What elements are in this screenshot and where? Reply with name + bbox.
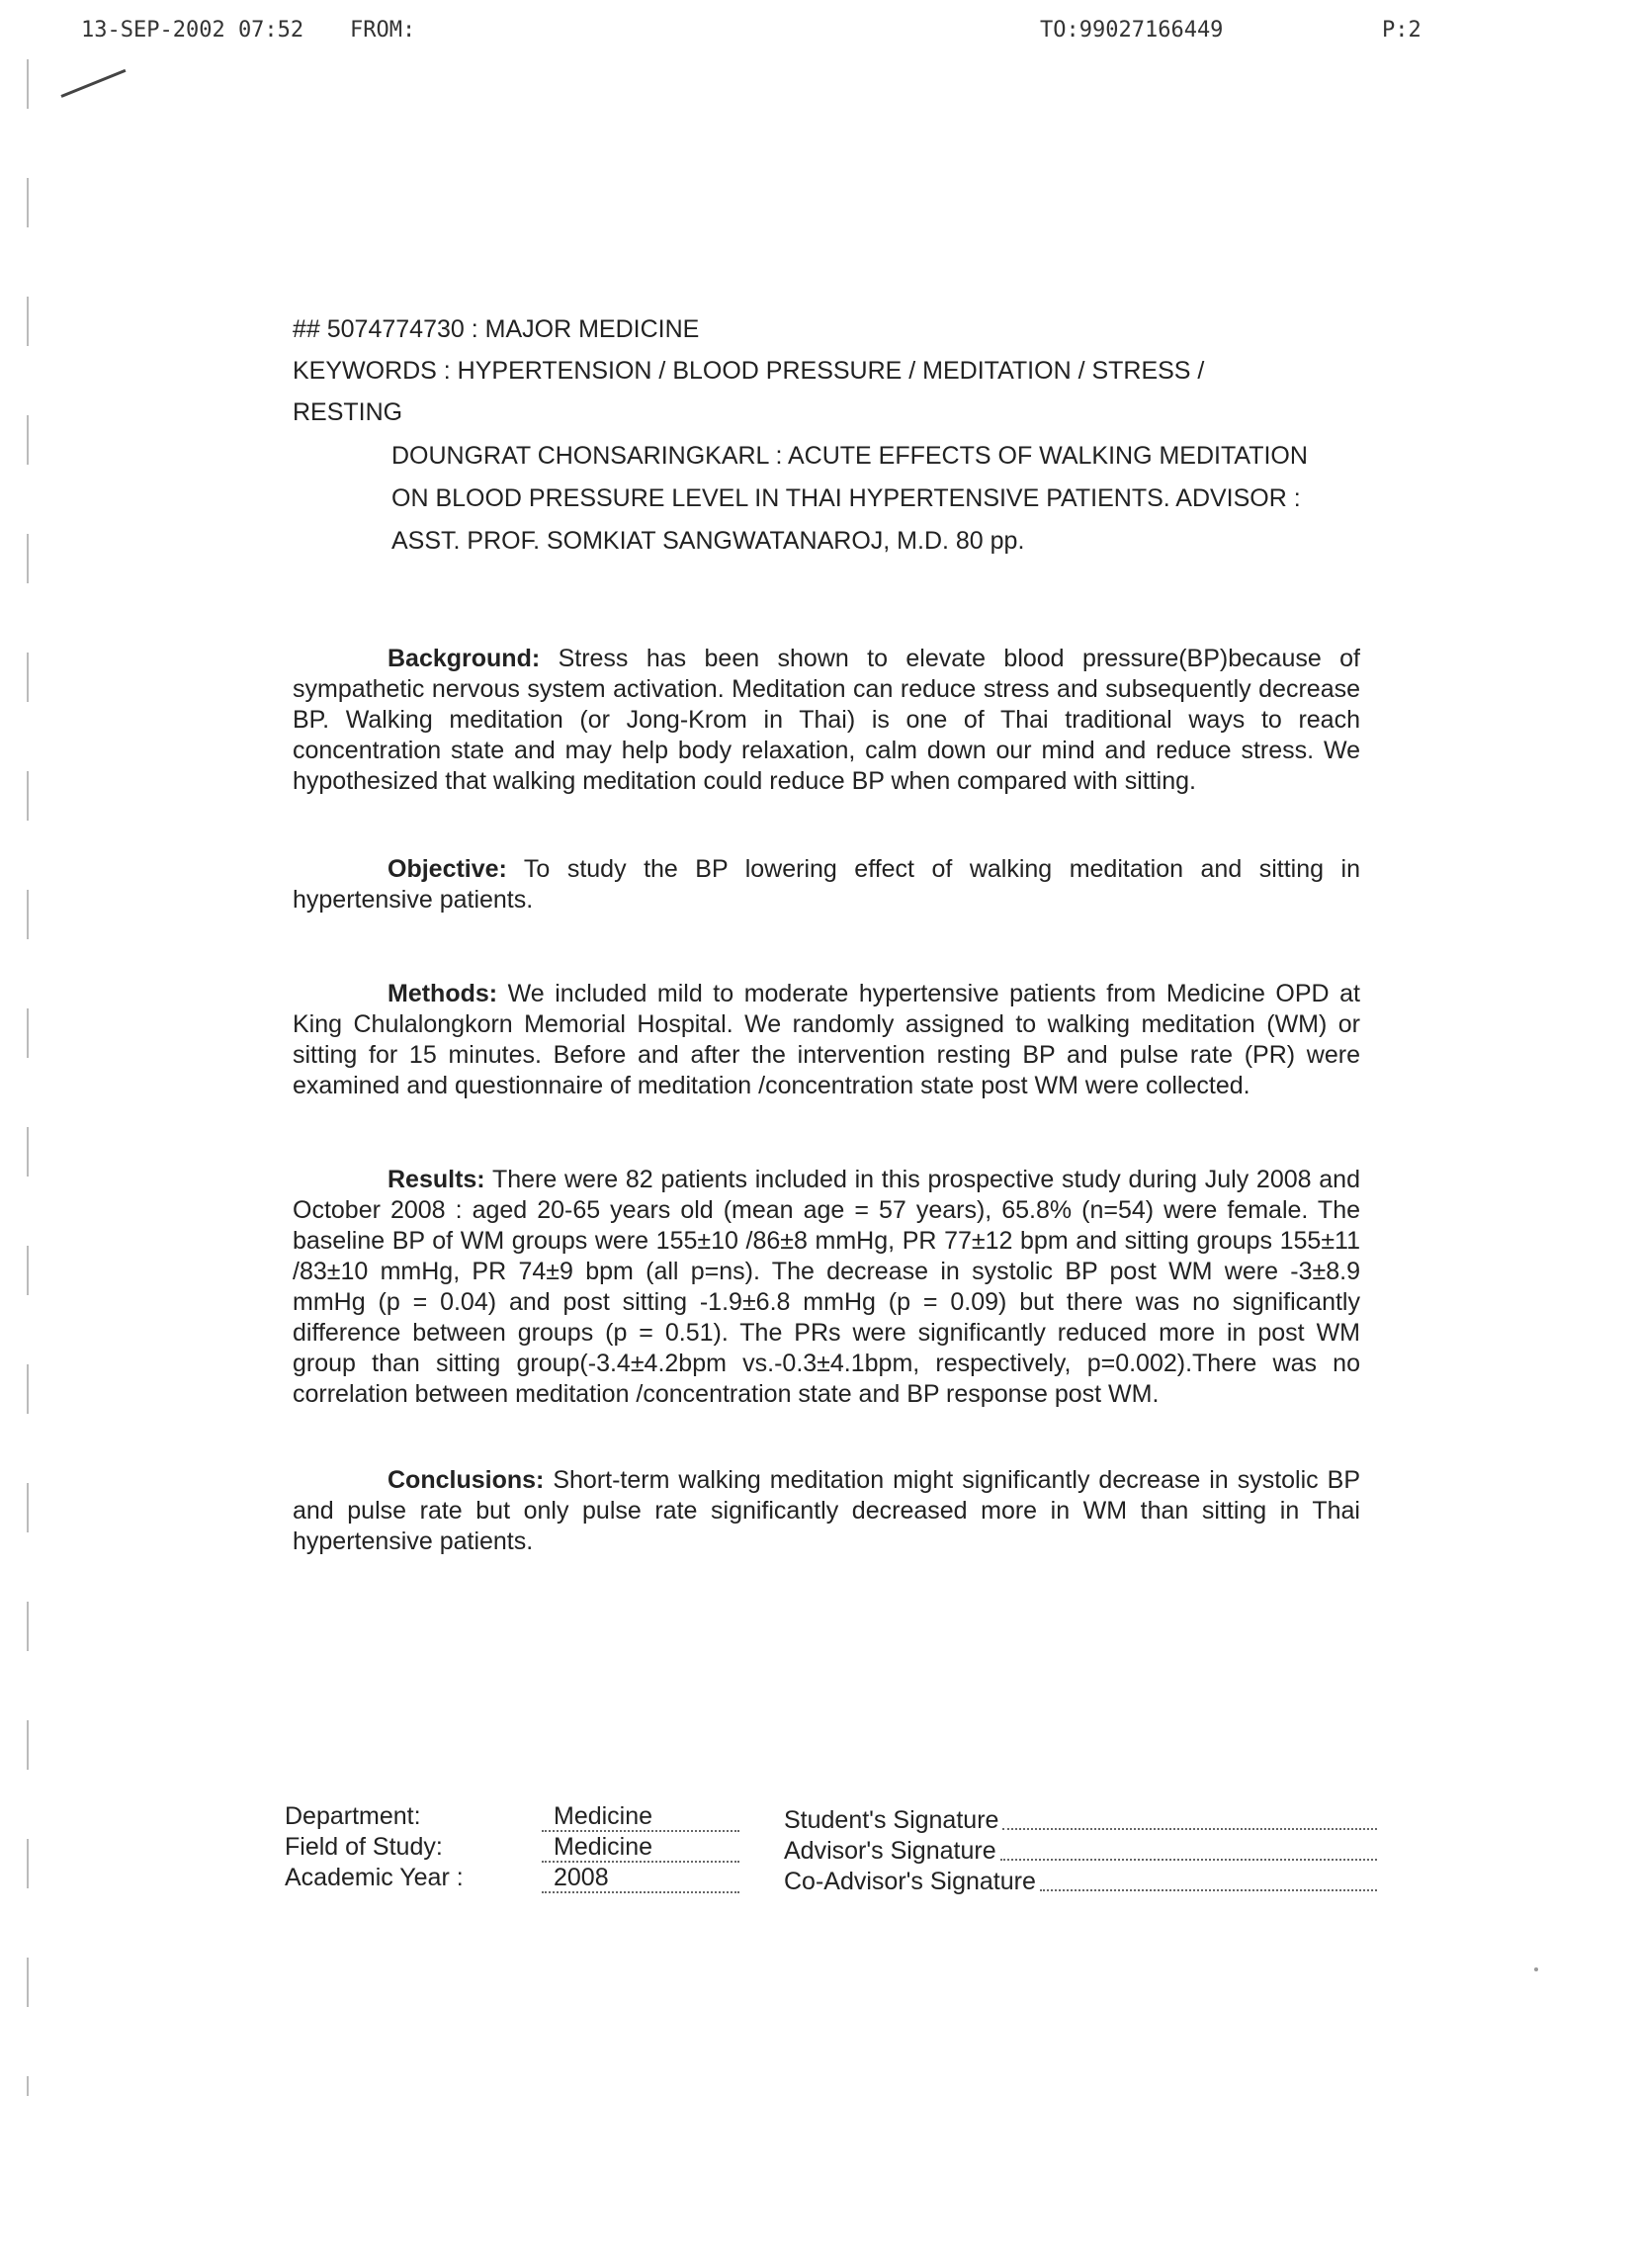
field-of-study-row [285,1832,749,1863]
section-label: Methods: [388,980,498,1007]
section-text: Short-term walking meditation might significantly decrease in systolic BP and pulse rate but only pulse rate significantly decreased more in WM than sitting in Thai hypertensive patients. [293,1466,1360,1555]
section-text: Stress has been shown to elevate blood pressure(BP)because of sympathetic nervous system activation. Meditation can reduce stress and subsequently decrease BP. Walking meditation (or Jong-Krom in Thai) is one of Thai traditional ways to reach concentration state and may help body relaxation, calm down our mind and reduce stress. We hypothesized that walking meditation could reduce BP when compared with sitting. [293,645,1360,795]
field-of-study-label: Field of Study: [285,1833,443,1861]
fax-page-number: P:2 [1382,18,1422,43]
academic-year-value: 2008 [542,1863,739,1893]
advisor-signature-row [784,1836,1377,1867]
department-value: Medicine [542,1801,739,1832]
program-info [285,1801,749,1893]
results-section [293,1165,1360,1410]
signature-area [285,1801,1382,1910]
section-label: Background: [388,645,541,672]
fax-header [0,18,1637,57]
section-text: There were 82 patients included in this prospective study during July 2008 and October 2008 : aged 20-65 years old (mean age = 57 years), 65.8% (n=54) were female. The baseline BP of WM groups were 155±10 /86±8 mmHg, PR 77±12 bpm and sitting groups 155±11 /83±10 mmHg, PR 74±9 bpm (all p=ns). The decrease in systolic BP post WM were -3±8.9 mmHg (p = 0.04) and post sitting -1.9±6.8 mmHg (p = 0.09) but there was no significantly difference between groups (p = 0.51). The PRs were significantly reduced more in post WM group than sitting group(-3.4±4.2bpm vs.-0.3±4.1bpm, respectively, p=0.002).There was no correlation between meditation /concentration state and BP response post WM. [293,1166,1360,1408]
fax-from: FROM: [350,18,416,43]
section-label: Results: [388,1166,485,1193]
academic-year-row [285,1863,749,1893]
signature-lines [784,1805,1377,1897]
coadvisor-signature-line [1040,1889,1377,1891]
title-line: ON BLOOD PRESSURE LEVEL IN THAI HYPERTENSIVE PATIENTS. ADVISOR : [391,484,1301,512]
thesis-title-block [391,435,1360,563]
background-section [293,644,1360,797]
fax-to-number: TO:99027166449 [1040,18,1224,43]
objective-section [293,854,1360,916]
section-text: To study the BP lowering effect of walking meditation and sitting in hypertensive patients. [293,855,1360,914]
conclusions-section [293,1465,1360,1557]
title-line: ASST. PROF. SOMKIAT SANGWATANAROJ, M.D. 80 pp. [391,527,1025,555]
department-label: Department: [285,1802,421,1830]
coadvisor-signature-row [784,1867,1377,1897]
student-signature-line [1002,1828,1377,1830]
section-label: Objective: [388,855,507,883]
thesis-id-line: ## 5074774730 : MAJOR MEDICINE [293,315,700,343]
advisor-signature-label: Advisor's Signature [784,1837,996,1865]
fax-date: 13-SEP-2002 07:52 [81,18,304,43]
keywords-line: KEYWORDS : HYPERTENSION / BLOOD PRESSURE / MEDITATION / STRESS / [293,357,1205,385]
field-of-study-value: Medicine [542,1832,739,1863]
coadvisor-signature-label: Co-Advisor's Signature [784,1868,1036,1895]
department-row [285,1801,749,1832]
academic-year-label: Academic Year : [285,1864,464,1891]
methods-section [293,979,1360,1101]
pen-mark [60,69,126,98]
section-text: We included mild to moderate hypertensive patients from Medicine OPD at King Chulalongkorn Memorial Hospital. We randomly assigned to walking meditation (WM) or sitting for 15 minutes. Before and after the intervention resting BP and pulse rate (PR) were examined and questionnaire of meditation /concentration state post WM were collected. [293,980,1360,1099]
keywords-line-continued: RESTING [293,398,403,426]
scan-speck [1534,1967,1538,1971]
advisor-signature-line [1000,1859,1377,1861]
scan-left-edge-marks [27,59,29,2096]
section-label: Conclusions: [388,1466,545,1494]
student-signature-label: Student's Signature [784,1806,999,1834]
abstract-document [293,308,1370,1557]
student-signature-row [784,1805,1377,1836]
title-line: DOUNGRAT CHONSARINGKARL : ACUTE EFFECTS OF WALKING MEDITATION [391,442,1308,470]
